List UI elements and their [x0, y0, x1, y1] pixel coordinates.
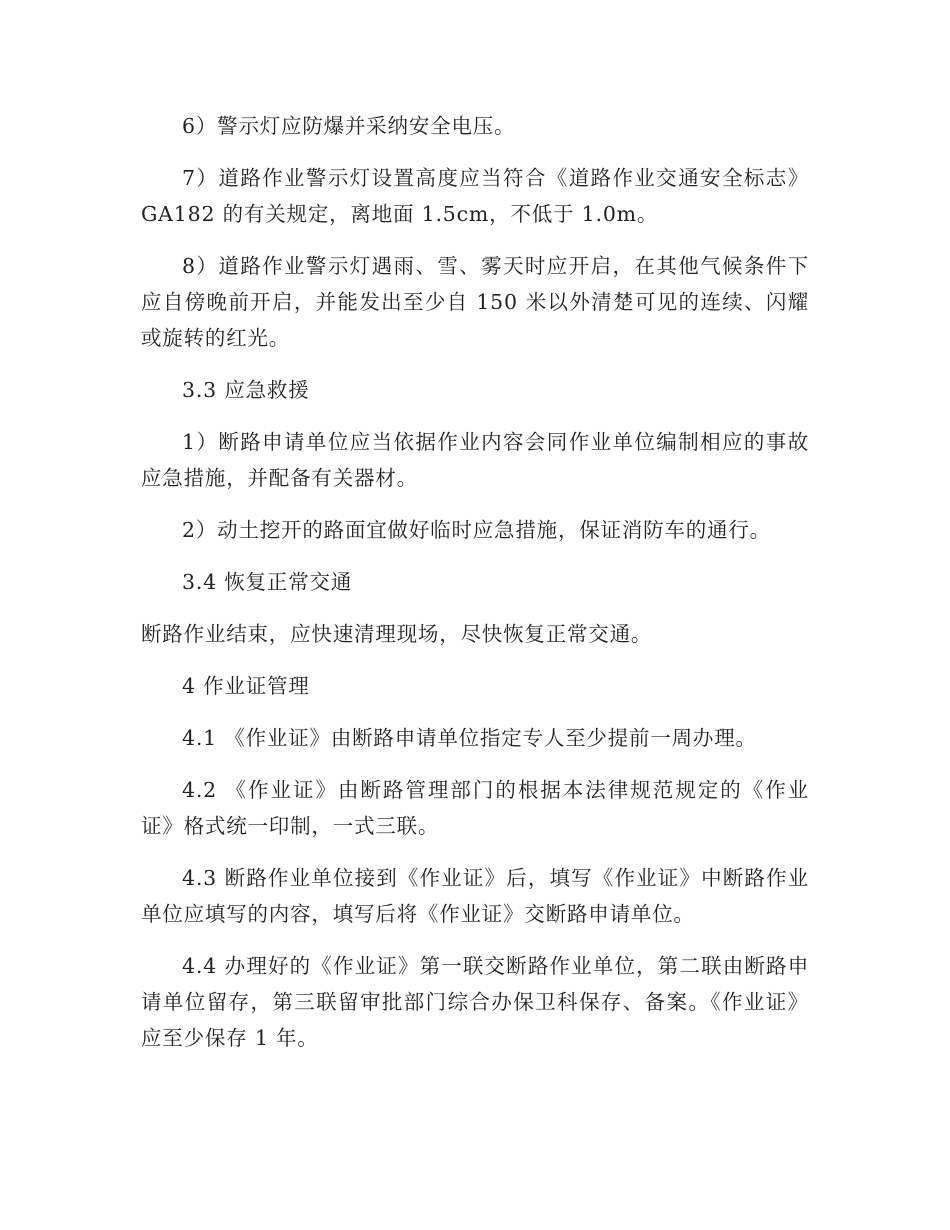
section-heading-restore-traffic: 3.4 恢复正常交通 [182, 570, 353, 594]
paragraph-warning-light-weather: 8）道路作业警示灯遇雨、雪、雾天时应开启，在其他气候条件下应自傍晚前开启，并能发出至少自 150 米以外清楚可见的连续、闪耀或旋转的红光。 [141, 254, 809, 350]
section-heading-permit-management: 4 作业证管理 [182, 674, 310, 698]
section-heading-emergency-rescue: 3.3 应急救援 [182, 378, 310, 402]
paragraph-clear-site: 断路作业结束，应快速清理现场，尽快恢复正常交通。 [141, 622, 653, 646]
paragraph-fire-truck-access: 2）动土挖开的路面宜做好临时应急措施，保证消防车的通行。 [182, 518, 771, 542]
paragraph-emergency-measures: 1）断路申请单位应当依据作业内容会同作业单位编制相应的事故应急措施，并配备有关器材。 [141, 430, 809, 490]
document-body [141, 108, 809, 1072]
paragraph-permit-4-3: 4.3 断路作业单位接到《作业证》后，填写《作业证》中断路作业单位应填写的内容，填写后将《作业证》交断路申请单位。 [141, 866, 809, 926]
paragraph-warning-light-height: 7）道路作业警示灯设置高度应当符合《道路作业交通安全标志》GA182 的有关规定，离地面 1.5cm，不低于 1.0m。 [141, 166, 809, 226]
paragraph-permit-4-2: 4.2 《作业证》由断路管理部门的根据本法律规范规定的《作业证》格式统一印制，一式三联。 [141, 778, 809, 838]
paragraph-permit-4-1: 4.1 《作业证》由断路申请单位指定专人至少提前一周办理。 [182, 726, 757, 750]
paragraph-warning-light-voltage: 6）警示灯应防爆并采纳安全电压。 [182, 114, 516, 138]
paragraph-permit-4-4: 4.4 办理好的《作业证》第一联交断路作业单位，第二联由断路申请单位留存，第三联留审批部门综合办保卫科保存、备案。《作业证》应至少保存 1 年。 [141, 954, 809, 1050]
